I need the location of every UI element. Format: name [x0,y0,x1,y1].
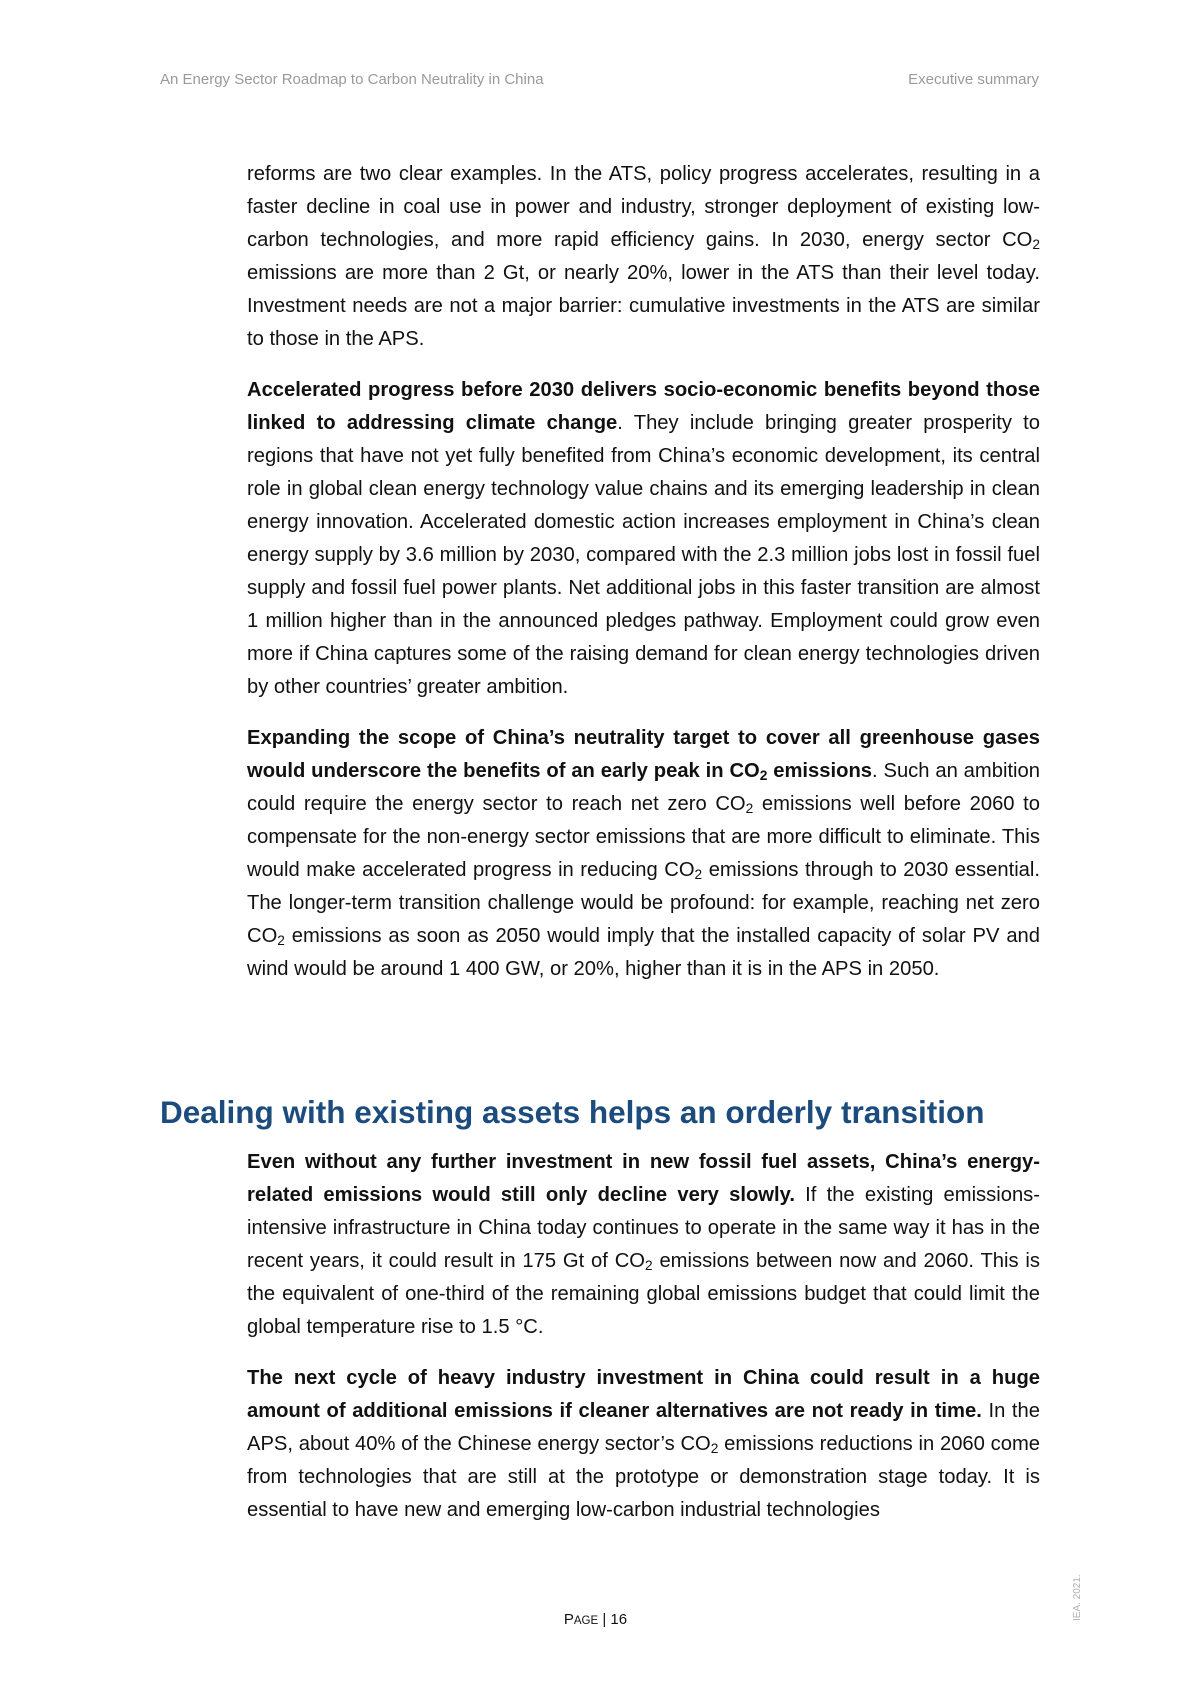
body-text-block [247,158,1040,986]
paragraph-lead: Even without any further investment in new fossil fuel assets, China’s energy-related emissions would still only decline very slowly. [247,1151,1040,1207]
section-heading: Dealing with existing assets helps an orderly transition [160,1094,985,1130]
paragraph-lead: Expanding the scope of China’s neutrality target to cover all greenhouse gases would underscore the benefits of an early peak in $CO_2$ emissions [247,726,1040,783]
running-header-title: An Energy Sector Roadmap to Carbon Neutrality in China [160,71,544,88]
paragraph-lead: The next cycle of heavy industry investment in China could result in a huge amount of additional emissions if cleaner alternatives are not ready in time. [247,1366,1040,1422]
body-text-block [247,1146,1040,1527]
copyright-watermark: IEA. 2021. [1072,1574,1083,1621]
paragraph-heavy-industry: The next cycle of heavy industry investment in China could result in a huge amount of additional emissions if cleaner alternatives are not ready in time. In the APS, about 40% of the Chinese energy sector’s $CO_2$ emissions reductions in 2060 come from technologies that are still at the prototype or demonstration stage today. It is essential to have new and emerging low-carbon industrial technologies [247,1366,1040,1521]
paragraph-lead: Accelerated progress before 2030 delivers socio-economic benefits beyond those linked to addressing climate change [247,378,1040,434]
page-number: PAGE | 16 [563,1611,628,1628]
running-header-section: Executive summary [908,71,1039,88]
paragraph-ats: reforms are two clear examples. In the ATS, policy progress accelerates, resulting in a faster decline in coal use in power and industry, stronger deployment of existing low-carbon technologies, and more rapid efficiency gains. In 2030, energy sector $CO_2$ emissions are more than 2 Gt, or nearly 20%, lower in the ATS than their level today. Investment needs are not a major barrier: cumulative investments in the ATS are similar to those in the APS. [247,163,1040,351]
paragraph-existing-assets: Even without any further investment in new fossil fuel assets, China’s energy-related emissions would still only decline very slowly. If the existing emissions-intensive infrastructure in China today continues to operate in the same way it has in the recent years, it could result in 175 Gt of $CO_2$ emissions between now and 2060. This is the equivalent of one-third of the remaining global emissions budget that could limit the global temperature rise to 1.5 °C. [247,1151,1041,1339]
paragraph-socio-economic: Accelerated progress before 2030 delivers socio-economic benefits beyond those linked to addressing climate change. They include bringing greater prosperity to regions that have not yet fully benefited from China’s economic development, its central role in global clean energy technology value chains and its emerging leadership in clean energy innovation. Accelerated domestic action increases employment in China’s clean energy supply by 3.6 million by 2030, compared with the 2.3 million jobs lost in fossil fuel supply and fossil fuel power plants. Net additional jobs in this faster transition are almost 1 million higher than in the announced pledges pathway. Employment could grow even more if China captures some of the raising demand for clean energy technologies driven by other countries’ greater ambition. [247,378,1041,699]
paragraph-greenhouse-gases: Expanding the scope of China’s neutrality target to cover all greenhouse gases would underscore the benefits of an early peak in $CO_2$ emissions. Such an ambition could require the energy sector to reach net zero $CO_2$ emissions well before 2060 to compensate for the non-energy sector emissions that are more difficult to eliminate. This would make accelerated progress in reducing $CO_2$ emissions through to 2030 essential. The longer-term transition challenge would be profound: for example, reaching net zero $CO_2$ emissions as soon as 2050 would imply that the installed capacity of solar PV and wind would be around 1 400 GW, or 20%, higher than it is in the APS in 2050. [247,726,1041,981]
